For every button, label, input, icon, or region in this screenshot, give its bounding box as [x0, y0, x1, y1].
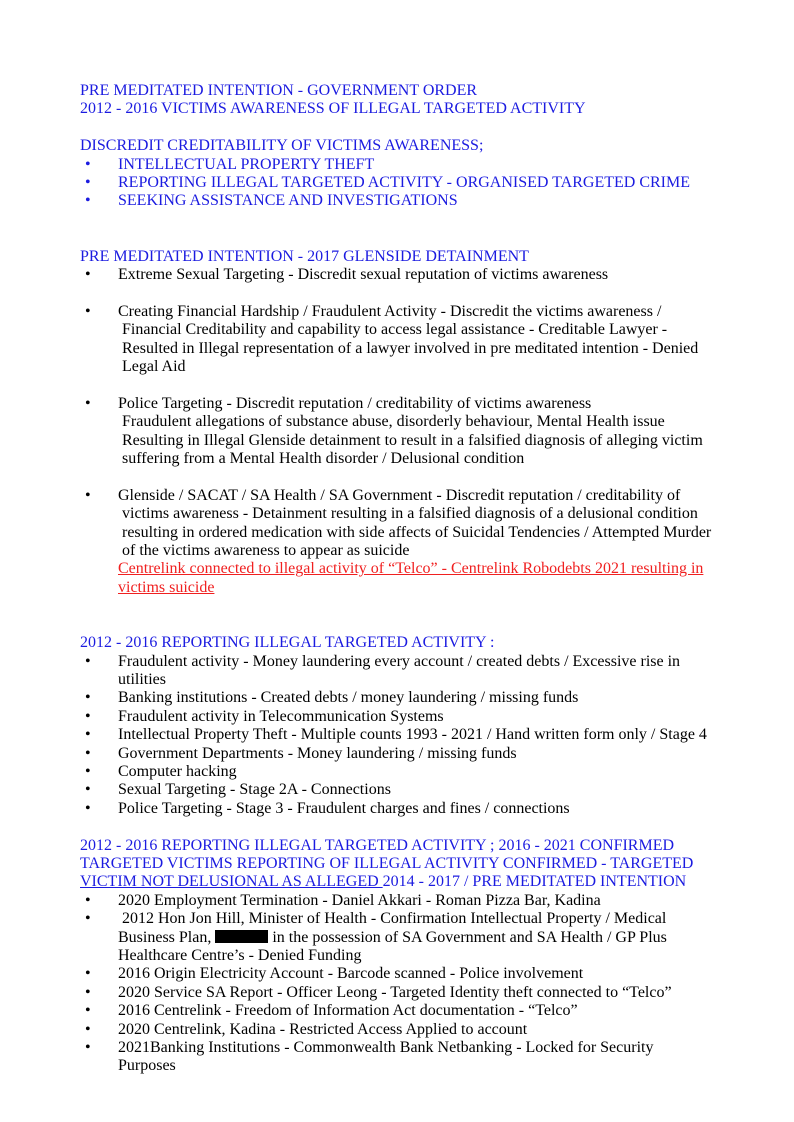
text-segment: 2020 Centrelink, Kadina - Restricted Access Applied to account	[118, 1020, 528, 1038]
bullet-item	[80, 303, 716, 377]
text-segment: in the possession of SA Government and SA Health / GP Plus	[268, 928, 667, 946]
text-line	[118, 1039, 716, 1057]
blank-lines	[80, 211, 716, 248]
text-line	[80, 837, 716, 855]
bullet-item	[80, 487, 716, 597]
text-line	[118, 800, 716, 818]
text-line	[118, 321, 716, 339]
text-line	[118, 358, 716, 376]
bullet-item	[80, 910, 716, 965]
text-line	[118, 892, 716, 910]
text-segment: PRE MEDITATED INTENTION - GOVERNMENT ORDER	[80, 82, 478, 99]
text-segment: Intellectual Property Theft - Multiple counts 1993 - 2021 / Hand written form only / Stage 4	[118, 726, 707, 744]
text-segment: Resulted in Illegal representation of a lawyer involved in pre meditated intention - Denied	[118, 339, 699, 357]
text-line	[80, 100, 716, 118]
text-line	[118, 965, 716, 983]
text-segment: Government Departments - Money laundering / missing funds	[118, 744, 517, 762]
text-line	[80, 82, 716, 100]
text-line	[118, 579, 716, 597]
bullet-item	[80, 1039, 716, 1076]
text-line	[118, 450, 716, 468]
text-line	[118, 910, 716, 928]
text-segment: of the victims awareness to appear as suicide	[118, 542, 410, 560]
text-segment: Computer hacking	[118, 762, 237, 780]
heading-glenside-detainment: PRE MEDITATED INTENTION - 2017 GLENSIDE DETAINMENT	[80, 247, 529, 265]
blank-line	[80, 119, 716, 137]
confirmed-bullet-list	[80, 892, 716, 1076]
text-segment: Healthcare Centre’s - Denied Funding	[118, 946, 362, 964]
text-line	[118, 266, 716, 284]
text-line	[118, 781, 716, 799]
bullet-item	[80, 965, 716, 983]
text-line	[118, 340, 716, 358]
text-line	[118, 432, 716, 450]
underlined-text: VICTIM NOT DELUSIONAL AS ALLEGED	[80, 873, 383, 891]
text-segment: Resulting in Illegal Glenside detainment to result in a falsified diagnosis of alleging victim	[118, 431, 703, 449]
text-segment: Purposes	[118, 1057, 176, 1075]
text-line	[118, 542, 716, 560]
text-segment: SEEKING ASSISTANCE AND INVESTIGATIONS	[118, 192, 458, 210]
text-line	[118, 1021, 716, 1039]
text-line	[118, 947, 716, 965]
title-premeditated-intention	[80, 82, 716, 119]
glenside-bullet-list	[80, 266, 716, 597]
text-line	[80, 855, 716, 873]
text-line	[118, 505, 716, 523]
text-segment: INTELLECTUAL PROPERTY THEFT	[118, 155, 375, 173]
bullet-item	[80, 689, 716, 707]
text-segment: victims awareness - Detainment resulting in a falsified diagnosis of a delusional condition	[118, 505, 698, 523]
text-line	[118, 560, 716, 578]
text-line	[118, 156, 716, 174]
text-line	[118, 708, 716, 726]
text-segment: Extreme Sexual Targeting - Discredit sexual reputation of victims awareness	[118, 266, 609, 284]
text-segment: Financial Creditability and capability to access legal assistance - Creditable Lawyer -	[118, 321, 668, 339]
text-line	[118, 763, 716, 781]
text-segment: Sexual Targeting - Stage 2A - Connections	[118, 781, 391, 799]
text-line	[118, 726, 716, 744]
redacted-text	[215, 930, 268, 943]
bullet-item	[80, 1002, 716, 1020]
text-segment: 2021Banking Institutions - Commonwealth Bank Netbanking - Locked for Security	[118, 1039, 654, 1057]
bullet-item	[80, 892, 716, 910]
text-line	[118, 1057, 716, 1075]
bullet-item	[80, 800, 716, 818]
text-segment: REPORTING ILLEGAL TARGETED ACTIVITY - ORGANISED TARGETED CRIME	[118, 174, 690, 192]
text-segment: Fraudulent allegations of substance abuse, disorderly behaviour, Mental Health issue	[118, 413, 665, 431]
text-segment: 2014 - 2017 / PRE MEDITATED INTENTION	[382, 873, 687, 891]
text-segment: 2020 Employment Termination - Daniel Akkari - Roman Pizza Bar, Kadina	[118, 891, 601, 909]
text-segment: Fraudulent activity - Money laundering every account / created debts / Excessive rise in	[118, 652, 681, 670]
text-line	[118, 745, 716, 763]
text-line	[118, 303, 716, 321]
text-line	[118, 671, 716, 689]
text-segment: 2012 - 2016 VICTIMS AWARENESS OF ILLEGAL TARGETED ACTIVITY	[80, 100, 586, 118]
text-line	[118, 487, 716, 505]
text-segment: 2020 Service SA Report - Officer Leong - Targeted Identity theft connected to “Telco”	[118, 983, 672, 1001]
text-line	[118, 174, 716, 192]
text-segment: 2012 - 2016 REPORTING ILLEGAL TARGETED ACTIVITY ; 2016 - 2021 CONFIRMED	[80, 836, 675, 854]
bullet-item	[80, 781, 716, 799]
text-segment: Banking institutions - Created debts / money laundering / missing funds	[118, 689, 579, 707]
text-segment: Police Targeting - Stage 3 - Fraudulent charges and fines / connections	[118, 799, 570, 817]
text-segment: suffering from a Mental Health disorder / Delusional condition	[118, 450, 525, 468]
bullet-item	[80, 174, 716, 192]
bullet-item	[80, 395, 716, 469]
text-line	[118, 689, 716, 707]
text-segment: Business Plan,	[118, 928, 216, 946]
text-line	[118, 395, 716, 413]
heading-confirmed-targeted-victims	[80, 837, 716, 892]
text-segment: Legal Aid	[118, 358, 186, 376]
blank-lines	[80, 597, 716, 634]
text-segment: 2012 Hon Jon Hill, Minister of Health - Confirmation Intellectual Property / Medical	[118, 910, 667, 928]
bullet-item	[80, 763, 716, 781]
heading-reporting-activity: 2012 - 2016 REPORTING ILLEGAL TARGETED ACTIVITY :	[80, 634, 495, 652]
text-segment: Creating Financial Hardship / Fraudulent Activity - Discredit the victims awareness /	[118, 302, 662, 320]
red-underlined-text: Centrelink connected to illegal activity of “Telco” - Centrelink Robodebts 2021 resulting in	[118, 560, 704, 578]
text-segment: TARGETED VICTIMS REPORTING OF ILLEGAL ACTIVITY CONFIRMED - TARGETED	[80, 854, 694, 872]
bullet-item	[80, 156, 716, 174]
red-underlined-text: victims suicide	[118, 578, 215, 596]
text-segment: Fraudulent activity in Telecommunication Systems	[118, 707, 444, 725]
text-segment: Glenside / SACAT / SA Health / SA Government - Discredit reputation / creditability of	[118, 486, 681, 504]
reporting-bullet-list	[80, 653, 716, 819]
blank-line	[80, 818, 716, 836]
text-segment: 2016 Origin Electricity Account - Barcode scanned - Police involvement	[118, 965, 584, 983]
text-line	[118, 929, 716, 947]
text-line	[118, 984, 716, 1002]
text-segment: Police Targeting - Discredit reputation / creditability of victims awareness	[118, 394, 592, 412]
bullet-item	[80, 266, 716, 284]
text-line	[80, 873, 716, 891]
text-line	[118, 1002, 716, 1020]
text-line	[118, 653, 716, 671]
heading-discredit-creditability: DISCREDIT CREDITABILITY OF VICTIMS AWARENESS;	[80, 137, 484, 155]
bullet-item	[80, 653, 716, 690]
bullet-item	[80, 192, 716, 210]
bullet-item	[80, 726, 716, 744]
text-line	[118, 524, 716, 542]
text-segment: resulting in ordered medication with side affects of Suicidal Tendencies / Attempted Murder	[118, 523, 712, 541]
text-line	[118, 413, 716, 431]
bullet-item	[80, 745, 716, 763]
bullet-item	[80, 1021, 716, 1039]
discredit-bullet-list	[80, 156, 716, 211]
text-segment: utilities	[118, 670, 166, 688]
text-segment: 2016 Centrelink - Freedom of Information Act documentation - “Telco”	[118, 1002, 578, 1020]
text-line	[118, 192, 716, 210]
bullet-item	[80, 984, 716, 1002]
bullet-item	[80, 708, 716, 726]
